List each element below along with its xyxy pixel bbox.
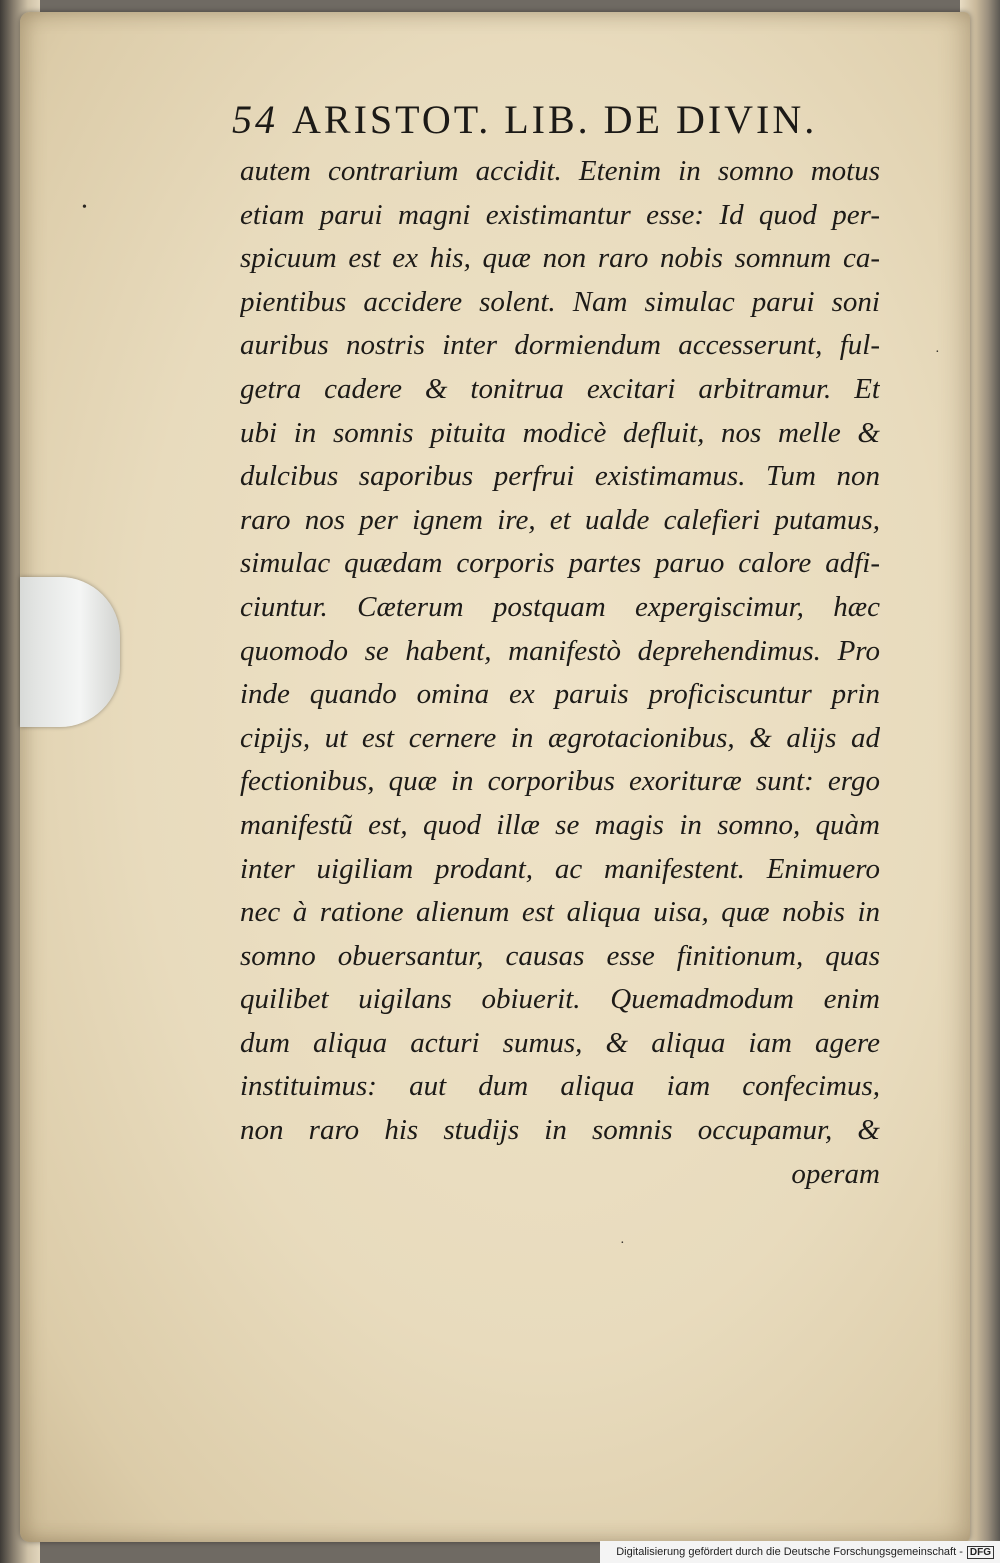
text-line: quilibet uigilans obiuerit. Quemadmodum enim: [240, 983, 880, 1016]
digitization-credit: [600, 1541, 1000, 1563]
text-line: auribus nostris inter dormiendum accesserunt, ful-: [240, 329, 880, 362]
text-line: getra cadere & tonitrua excitari arbitramur. Et: [240, 372, 880, 405]
text-line: raro nos per ignem ire, et ualde calefieri putamus,: [240, 503, 880, 536]
text-line: dum aliqua acturi sumus, & aliqua iam agere: [240, 1026, 880, 1059]
text-line: nec à ratione alienum est aliqua uisa, quæ nobis in: [240, 896, 880, 929]
margin-mark: ·: [620, 1236, 625, 1251]
text-line: non raro his studijs in somnis occupamur, &: [240, 1114, 880, 1147]
text-line: ciuntur. Cæterum postquam expergiscimur, hæc: [240, 590, 880, 623]
text-line: pientibus accidere solent. Nam simulac parui soni: [240, 285, 880, 318]
running-header: [232, 96, 872, 146]
text-line: inter uigiliam prodant, ac manifestent. Enimuero: [240, 852, 880, 885]
text-line: dulcibus saporibus perfrui existimamus. Tum non: [240, 460, 880, 493]
text-line: inde quando omina ex paruis proficiscuntur prin: [240, 678, 880, 711]
body-text: [240, 150, 880, 1196]
running-title: ARISTOT. LIB. DE DIVIN.: [292, 97, 818, 142]
margin-mark: ·: [935, 345, 940, 360]
credit-text: Digitalisierung gefördert durch die Deutsche Forschungsgemeinschaft -: [616, 1546, 963, 1558]
text-line: spicuum est ex his, quæ non raro nobis somnum ca-: [240, 242, 880, 275]
text-line: etiam parui magni existimantur esse: Id quod per-: [240, 198, 880, 231]
text-line: fectionibus, quæ in corporibus exorituræ sunt: ergo: [240, 765, 880, 798]
text-line: simulac quædam corporis partes paruo calore adfi-: [240, 547, 880, 580]
text-line: somno obuersantur, causas esse finitionum, quas: [240, 939, 880, 972]
text-line: instituimus: aut dum aliqua iam confecimus,: [240, 1070, 880, 1103]
text-line: ubi in somnis pituita modicè defluit, nos melle &: [240, 416, 880, 449]
text-line: cipijs, ut est cernere in ægrotacionibus, & alijs ad: [240, 721, 880, 754]
catchword: operam: [791, 1157, 880, 1190]
page-number: 54: [232, 97, 278, 142]
plastic-clip: [20, 577, 120, 727]
dfg-logo: DFG: [967, 1546, 994, 1559]
margin-mark: •: [82, 200, 87, 215]
text-line: quomodo se habent, manifestò deprehendimus. Pro: [240, 634, 880, 667]
text-line: autem contrarium accidit. Etenim in somno motus: [240, 155, 880, 187]
text-line: manifestũ est, quod illæ se magis in somno, quàm: [240, 808, 880, 841]
